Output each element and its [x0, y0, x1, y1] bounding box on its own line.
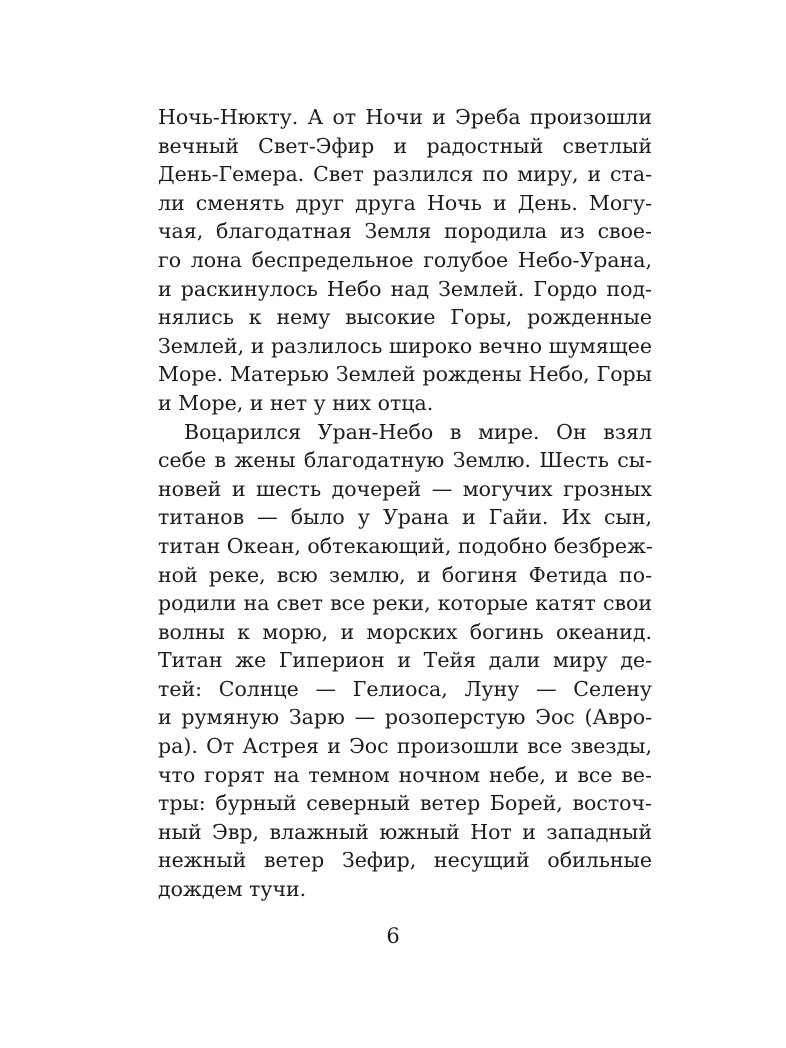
text-line: родили на свет все реки, которые катят свои — [158, 591, 652, 616]
text-line: го лона беспредельное голубое Небо-Урана, — [158, 247, 652, 272]
text-line: ный Эвр, влажный южный Нот и западный — [158, 819, 652, 844]
text-line: Море. Матерью Землей рождены Небо, Горы — [158, 362, 652, 387]
text-line: День-Гемера. Свет разлился по миру, и ста- — [158, 162, 652, 187]
text-line: вечный Свет-Эфир и радостный светлый — [158, 133, 652, 158]
text-line: ра). От Астрея и Эос произошли все звезды, — [158, 734, 652, 759]
paragraph-2 — [158, 418, 652, 904]
text-line: тей: Солнце — Гелиоса, Луну — Селену — [158, 676, 652, 701]
text-line: титан Океан, обтекающий, подобно безбреж- — [158, 533, 653, 558]
text-line: и раскинулось Небо над Землей. Гордо под- — [158, 276, 652, 301]
page-number: 6 — [386, 924, 400, 948]
text-line: Ночь-Нюкту. А от Ночи и Эреба произошли — [158, 105, 652, 129]
text-line: ной реке, всю землю, и богиня Фетида по- — [158, 562, 652, 587]
text-line: и Море, и нет у них отца. — [158, 390, 434, 415]
text-line: что горят на темном ночном небе, и все ве- — [158, 762, 652, 787]
text-line: Титан же Гиперион и Тейя дали миру де- — [158, 648, 652, 673]
text-line: нежный ветер Зефир, несущий обильные — [158, 848, 652, 873]
text-line: Воцарился Уран-Небо в мире. Он взял — [184, 419, 652, 444]
text-line: ли сменять друг друга Ночь и День. Могу- — [158, 190, 652, 215]
text-line: дождем тучи. — [158, 877, 307, 902]
text-line: волны к морю, и морских богинь океанид. — [158, 619, 652, 644]
text-line: Землей, и разлилось широко вечно шумящее — [158, 333, 652, 358]
text-line: новей и шесть дочерей — могучих грозных — [158, 476, 652, 501]
text-line: нялись к нему высокие Горы, рожденные — [158, 305, 652, 330]
paragraph-1 — [158, 103, 652, 418]
text-line: титанов — было у Урана и Гайи. Их сын, — [158, 505, 652, 530]
body-text — [158, 103, 652, 904]
text-line: себе в жены благодатную Землю. Шесть сы- — [158, 448, 652, 473]
text-line: тры: бурный северный ветер Борей, восточ- — [158, 791, 652, 816]
text-line: чая, благодатная Земля породила из свое- — [158, 219, 652, 244]
text-line: и румяную Зарю — розоперстую Эос (Авро- — [158, 705, 652, 730]
